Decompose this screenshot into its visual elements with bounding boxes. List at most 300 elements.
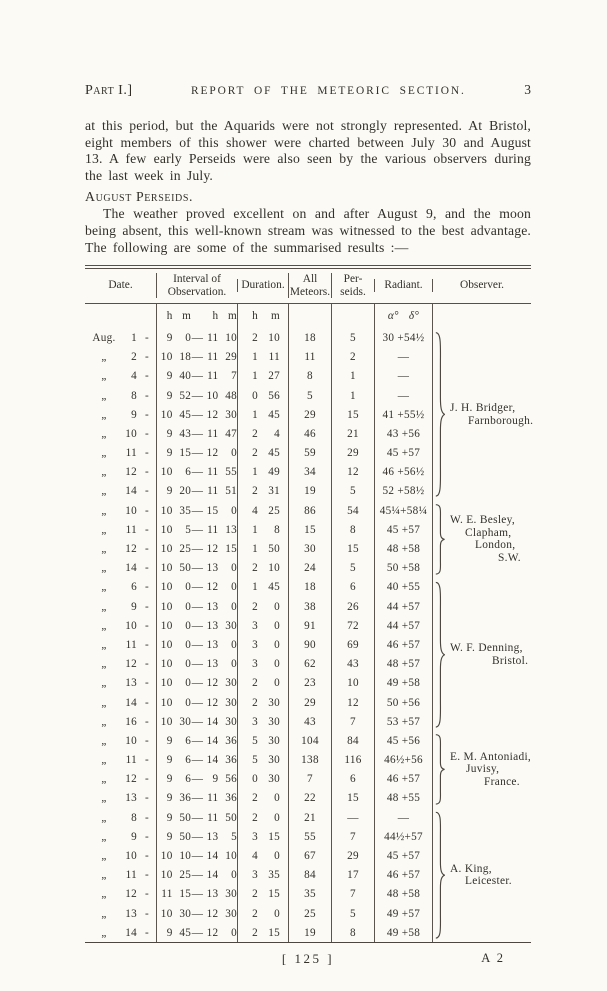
date-month: „: [101, 734, 107, 747]
duration-m: 30: [268, 715, 280, 728]
radiant-cell: [374, 520, 432, 539]
date-cell: [85, 808, 156, 827]
all-meteors-value: 5: [307, 389, 313, 402]
date-dash: -: [144, 581, 149, 594]
perseids-value: 116: [344, 754, 362, 767]
interval-m2: 0: [231, 447, 237, 460]
date-cell: [85, 424, 156, 443]
duration-cell: [237, 616, 288, 635]
interval-h2: 9: [212, 773, 219, 786]
perseids-value: 12: [347, 466, 359, 479]
duration-m: 25: [268, 504, 280, 517]
interval-dash: —: [191, 331, 204, 344]
date-day: 12: [125, 888, 137, 901]
col-header-date: [85, 279, 156, 292]
interval-cell: [156, 539, 237, 558]
interval-m2: 50: [225, 811, 237, 824]
duration-h: 5: [252, 734, 258, 747]
interval-h2: 12: [206, 677, 219, 690]
duration-cell: [237, 923, 288, 942]
date-dash: -: [144, 600, 149, 613]
all-meteors-cell: [288, 904, 331, 923]
interval-h2: 11: [207, 351, 219, 364]
interval-h2: 13: [206, 619, 219, 632]
duration-h: 2: [252, 677, 258, 690]
interval-m1: 15: [179, 888, 192, 901]
radiant-value: 46 +57: [386, 869, 421, 882]
date-day: 11: [125, 754, 137, 767]
radiant-value: 46 +57: [386, 773, 421, 786]
date-dash: -: [144, 351, 149, 364]
interval-m1: 5: [185, 523, 192, 536]
interval-h2: 14: [206, 715, 219, 728]
date-day: 10: [125, 850, 137, 862]
date-cell: [85, 597, 156, 616]
radiant-value: 43 +56: [386, 427, 421, 440]
perseids-value: 72: [347, 619, 359, 632]
page-content: [85, 0, 534, 971]
duration-h: 1: [252, 466, 258, 479]
interval-dash: —: [191, 907, 204, 920]
all-meteors-cell: [288, 693, 331, 712]
all-meteors-cell: [288, 501, 331, 520]
all-meteors-cell: [288, 559, 331, 578]
date-month: „: [101, 658, 107, 671]
duration-m: 45: [268, 447, 280, 460]
interval-m2: 0: [231, 926, 237, 939]
interval-m1: 40: [179, 370, 192, 383]
interval-m1: 0: [185, 600, 192, 613]
perseids-cell: [331, 348, 374, 367]
date-cell: [85, 616, 156, 635]
perseids-cell: [331, 770, 374, 789]
radiant-value: 49 +58: [386, 926, 421, 939]
col-header-line: Duration.: [241, 279, 285, 292]
perseids-cell: [331, 367, 374, 386]
interval-m2: 30: [225, 696, 237, 709]
date-day: 14: [125, 485, 137, 498]
date-dash: -: [144, 638, 149, 651]
interval-m2: 5: [231, 830, 237, 843]
date-day: 14: [125, 926, 137, 939]
interval-cell: [156, 655, 237, 674]
date-cell: [85, 846, 156, 865]
date-month: „: [101, 677, 107, 690]
observer-name: [450, 751, 531, 789]
date-month: „: [101, 581, 107, 594]
observer-name-line: Clapham,: [465, 526, 512, 539]
col-header-line: Radiant.: [384, 279, 423, 292]
interval-h1: 10: [160, 543, 173, 555]
perseids-cell: [331, 578, 374, 597]
radiant-cell: [374, 789, 432, 808]
interval-m2: 30: [225, 715, 237, 728]
date-day: 12: [125, 543, 137, 555]
date-day: 12: [125, 466, 137, 479]
date-dash: -: [144, 869, 149, 882]
duration-cell: [237, 520, 288, 539]
paragraph-weather: The weather proved excellent on and after August 9, and the moon being absent, this well-known stream was witnessed to the best advantage. The following are some of the summarised results :—: [85, 206, 531, 255]
all-meteors-value: 18: [304, 331, 316, 344]
interval-cell: [156, 424, 237, 443]
interval-m1: 30: [179, 715, 192, 728]
perseids-value: 7: [350, 888, 356, 901]
interval-m2: 56: [225, 773, 237, 786]
perseids-cell: [331, 789, 374, 808]
unit-h: h: [166, 310, 173, 323]
perseids-value: 29: [347, 850, 359, 862]
page-title: REPORT OF THE METEORIC SECTION.: [191, 85, 466, 97]
date-day: 8: [131, 389, 137, 402]
radiant-value: 48 +58: [386, 543, 421, 555]
observer-name: [450, 402, 533, 427]
interval-cell: [156, 482, 237, 501]
perseids-cell: [331, 597, 374, 616]
date-month: „: [101, 888, 107, 901]
interval-h1: 10: [160, 696, 173, 709]
perseids-value: 6: [350, 581, 356, 594]
interval-dash: —: [191, 830, 204, 843]
interval-h1: 9: [166, 427, 173, 440]
perseids-cell: [331, 424, 374, 443]
all-meteors-value: 91: [304, 619, 316, 632]
interval-m2: 30: [225, 888, 237, 901]
perseids-cell: [331, 386, 374, 405]
date-month: „: [101, 773, 107, 786]
radiant-value: 45 +56: [386, 734, 421, 747]
interval-cell: [156, 770, 237, 789]
interval-h2: 13: [206, 638, 219, 651]
observer-cell: [432, 328, 534, 501]
date-dash: -: [144, 811, 149, 824]
radiant-value: 30 +54½: [382, 331, 425, 344]
perseids-value: 7: [350, 715, 356, 728]
duration-h: 1: [252, 523, 258, 536]
date-day: 12: [125, 773, 137, 786]
all-meteors-value: 62: [304, 658, 316, 671]
col-header-radiant: [374, 279, 432, 292]
date-dash: -: [144, 734, 149, 747]
all-meteors-value: 35: [304, 888, 316, 901]
perseids-value: 26: [347, 600, 359, 613]
duration-m: 49: [268, 466, 280, 479]
perseids-value: 43: [347, 658, 359, 671]
date-day: 12: [125, 658, 137, 671]
perseids-value: —: [347, 811, 359, 824]
radiant-value: 48 +55: [386, 792, 421, 805]
date-dash: -: [144, 562, 149, 575]
duration-cell: [237, 597, 288, 616]
radiant-value: 46 +57: [386, 638, 421, 651]
date-dash: -: [144, 504, 149, 517]
interval-dash: —: [191, 715, 204, 728]
duration-cell: [237, 770, 288, 789]
interval-h1: 9: [166, 485, 173, 498]
interval-cell: [156, 712, 237, 731]
duration-m: 30: [268, 696, 280, 709]
date-dash: -: [144, 447, 149, 460]
perseids-value: 84: [347, 734, 359, 747]
duration-m: 0: [274, 619, 280, 632]
interval-dash: —: [191, 754, 204, 767]
interval-cell: [156, 501, 237, 520]
duration-cell: [237, 539, 288, 558]
interval-m2: 0: [231, 638, 237, 651]
date-month: „: [101, 408, 107, 421]
interval-h2: 13: [206, 600, 219, 613]
duration-h: 2: [252, 485, 258, 498]
perseids-cell: [331, 846, 374, 865]
interval-m2: 30: [225, 907, 237, 920]
observer-name: [450, 642, 528, 667]
interval-m1: 25: [179, 543, 192, 555]
date-day: 11: [125, 869, 137, 882]
interval-m1: 45: [179, 926, 192, 939]
interval-h2: 11: [207, 466, 219, 479]
radiant-cell: [374, 750, 432, 769]
radiant-cell: [374, 655, 432, 674]
interval-dash: —: [191, 504, 204, 517]
duration-m: 50: [268, 543, 280, 555]
date-dash: -: [144, 715, 149, 728]
all-meteors-value: 18: [304, 581, 316, 594]
duration-h: 0: [252, 389, 258, 402]
radiant-value: 50 +56: [386, 696, 421, 709]
date-month: „: [101, 754, 107, 767]
perseids-cell: [331, 616, 374, 635]
all-meteors-value: 29: [304, 408, 316, 421]
all-meteors-value: 19: [304, 485, 316, 498]
date-dash: -: [144, 331, 149, 344]
interval-cell: [156, 866, 237, 885]
date-day: 11: [125, 523, 137, 536]
radiant-value: —: [397, 811, 410, 824]
duration-h: 5: [252, 754, 258, 767]
signature-mark: A 2: [481, 951, 505, 966]
duration-m: 15: [268, 888, 280, 901]
radiant-cell: [374, 808, 432, 827]
duration-cell: [237, 443, 288, 462]
interval-m2: 55: [225, 466, 237, 479]
duration-m: 11: [268, 351, 280, 364]
observer-name: [450, 863, 512, 888]
date-dash: -: [144, 926, 149, 939]
all-meteors-cell: [288, 789, 331, 808]
interval-dash: —: [191, 600, 204, 613]
duration-cell: [237, 348, 288, 367]
interval-h1: 10: [160, 638, 173, 651]
all-meteors-value: 138: [301, 754, 319, 767]
date-day: 2: [131, 351, 137, 364]
interval-dash: —: [191, 677, 204, 690]
radiant-value: 45 +57: [386, 447, 421, 460]
col-header-line: Per-: [343, 273, 363, 286]
duration-h: 3: [252, 715, 258, 728]
interval-cell: [156, 846, 237, 865]
col-header-duration: [237, 279, 288, 292]
perseids-cell: [331, 501, 374, 520]
duration-h: 4: [252, 850, 258, 862]
col-header-perseids: [331, 273, 374, 298]
all-meteors-value: 67: [304, 850, 316, 862]
perseids-cell: [331, 328, 374, 347]
all-meteors-cell: [288, 424, 331, 443]
interval-h2: 14: [206, 734, 219, 747]
radiant-value: —: [397, 370, 410, 383]
radiant-value: 44½+57: [384, 830, 423, 843]
date-dash: -: [144, 888, 149, 901]
radiant-cell: [374, 712, 432, 731]
perseids-value: 7: [350, 830, 356, 843]
date-dash: -: [144, 370, 149, 383]
radiant-cell: [374, 866, 432, 885]
radiant-value: 49 +57: [386, 907, 421, 920]
interval-h1: 10: [160, 466, 173, 479]
all-meteors-value: 23: [304, 677, 316, 690]
all-meteors-value: 34: [304, 466, 316, 479]
interval-cell: [156, 597, 237, 616]
all-meteors-value: 21: [304, 811, 316, 824]
all-meteors-value: 46: [304, 427, 316, 440]
observer-name-line: A. King,: [450, 862, 492, 875]
duration-h: 1: [252, 351, 258, 364]
interval-h1: 10: [160, 581, 173, 594]
interval-m1: 50: [179, 811, 192, 824]
interval-m1: 6: [185, 773, 192, 786]
duration-cell: [237, 827, 288, 846]
interval-h1: 9: [166, 773, 173, 786]
date-day: 13: [125, 792, 137, 805]
radiant-value: 48 +58: [386, 888, 421, 901]
interval-h2: 12: [206, 696, 219, 709]
radiant-value: 48 +57: [386, 658, 421, 671]
duration-m: 0: [274, 907, 280, 920]
radiant-cell: [374, 616, 432, 635]
interval-m1: 50: [179, 562, 192, 575]
duration-cell: [237, 885, 288, 904]
radiant-cell: [374, 885, 432, 904]
part-label: Part I.]: [85, 83, 133, 98]
radiant-value: 45¼+58¼: [379, 504, 428, 517]
all-meteors-cell: [288, 674, 331, 693]
interval-dash: —: [191, 638, 204, 651]
unit-alpha: α°: [387, 310, 399, 323]
duration-cell: [237, 386, 288, 405]
interval-h1: 10: [160, 600, 173, 613]
interval-m2: 30: [225, 408, 237, 421]
date-day: 10: [125, 734, 137, 747]
all-meteors-cell: [288, 597, 331, 616]
interval-cell: [156, 674, 237, 693]
radiant-cell: [374, 348, 432, 367]
interval-m1: 0: [185, 658, 192, 671]
table-body: [85, 304, 534, 943]
interval-h1: 9: [166, 830, 173, 843]
duration-cell: [237, 750, 288, 769]
perseids-value: 15: [347, 543, 359, 555]
duration-h: 1: [252, 581, 258, 594]
date-dash: -: [144, 619, 149, 632]
perseids-value: 5: [350, 562, 356, 575]
duration-h: 2: [252, 907, 258, 920]
group-brace-icon: [434, 331, 445, 498]
date-day: 10: [125, 619, 137, 632]
all-meteors-value: 43: [304, 715, 316, 728]
interval-h2: 11: [207, 811, 219, 824]
date-month: „: [101, 696, 107, 709]
duration-h: 2: [252, 447, 258, 460]
date-month: „: [101, 830, 107, 843]
perseids-value: 8: [350, 523, 356, 536]
perseids-value: 8: [350, 926, 356, 939]
date-cell: [85, 712, 156, 731]
interval-m1: 0: [185, 677, 192, 690]
duration-units: [237, 304, 288, 328]
duration-h: 3: [252, 869, 258, 882]
interval-m2: 29: [225, 351, 237, 364]
date-cell: [85, 386, 156, 405]
interval-cell: [156, 923, 237, 942]
interval-cell: [156, 559, 237, 578]
duration-m: 10: [268, 562, 280, 575]
interval-m2: 47: [225, 427, 237, 440]
unit-m: m: [182, 310, 192, 323]
date-day: 1: [131, 331, 137, 344]
interval-cell: [156, 386, 237, 405]
interval-h1: 10: [160, 408, 173, 421]
interval-dash: —: [191, 792, 204, 805]
observer-name-line: France.: [484, 775, 520, 788]
duration-cell: [237, 424, 288, 443]
perseids-cell: [331, 904, 374, 923]
radiant-value: 46 +56½: [382, 466, 425, 479]
interval-h1: 10: [160, 850, 173, 862]
col-header-line: Meteors.: [289, 285, 331, 298]
perseids-value: 15: [347, 408, 359, 421]
duration-h: 2: [252, 331, 258, 344]
perseids-value: 17: [347, 869, 359, 882]
interval-m2: 0: [231, 600, 237, 613]
date-month: „: [101, 427, 107, 440]
date-dash: -: [144, 907, 149, 920]
duration-h: 3: [252, 830, 258, 843]
interval-h1: 10: [160, 677, 173, 690]
observations-table: [85, 265, 534, 943]
duration-h: 2: [252, 696, 258, 709]
interval-h2: 12: [206, 408, 219, 421]
date-cell: [85, 539, 156, 558]
observer-cell: [432, 501, 531, 578]
interval-h2: 12: [206, 926, 219, 939]
perseids-value: 12: [347, 696, 359, 709]
radiant-value: 45 +57: [386, 523, 421, 536]
interval-h2: 13: [206, 562, 219, 575]
observer-name-line: S.W.: [498, 552, 521, 564]
date-cell: [85, 405, 156, 424]
interval-h1: 9: [166, 754, 173, 767]
all-meteors-value: 8: [307, 370, 313, 383]
interval-h1: 10: [160, 907, 173, 920]
observer-name: [450, 514, 521, 564]
date-month: „: [101, 638, 107, 651]
date-cell: [85, 731, 156, 750]
perseids-cell: [331, 827, 374, 846]
interval-m1: 6: [185, 734, 192, 747]
duration-h: 3: [252, 619, 258, 632]
interval-m2: 15: [225, 543, 237, 555]
interval-m1: 0: [185, 696, 192, 709]
date-cell: [85, 367, 156, 386]
